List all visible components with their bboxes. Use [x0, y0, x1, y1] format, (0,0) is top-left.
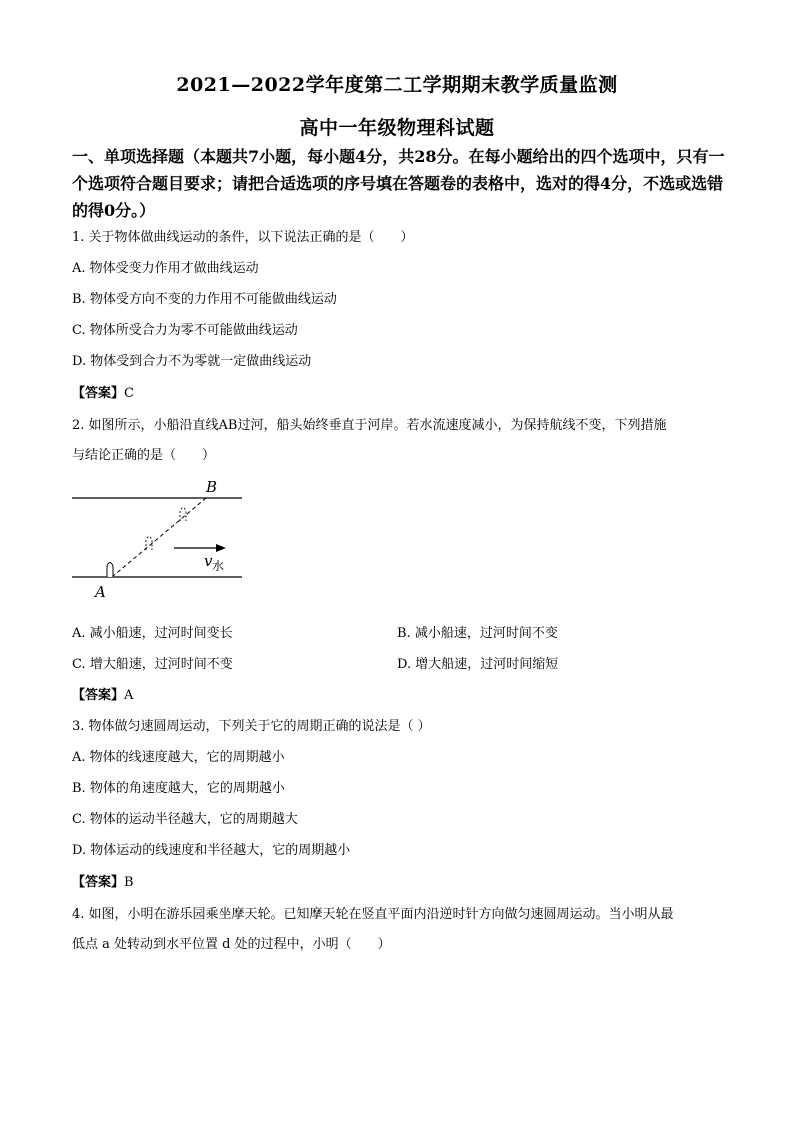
boat-icon: [107, 563, 113, 578]
velocity-arrowhead-icon: [216, 544, 226, 552]
q1-option-c: C. 物体所受合力为零不可能做曲线运动: [72, 323, 298, 338]
q3-stem: 3. 物体做匀速圆周运动，下列关于它的周期正确的说法是（ ）: [72, 719, 431, 734]
label-b: B: [206, 478, 218, 496]
label-a: A: [95, 583, 106, 601]
q3-answer-label: 【答案】: [72, 875, 125, 890]
q4-stem-line2: 低点 a 处转动到水平位置 d 处的过程中，小明（ ）: [72, 937, 391, 952]
section-heading: 一、单项选择题（本题共7小题，每小题4分，共28分。在每小题给出的四个选项中，只有一个选项符合题目要求；请把合适选项的序号填在答题卷的表格中，选对的得4分，不选或选错的得0分。）: [72, 147, 725, 220]
boat-dashed-icon-2: [180, 508, 186, 522]
q4-stem-line1: 4. 如图，小明在游乐园乘坐摩天轮。已知摩天轮在竖直平面内沿逆时针方向做匀速圆周运动。当小明从最: [72, 907, 674, 922]
q3-answer: [72, 871, 134, 890]
q3-answer-value: B: [124, 875, 134, 890]
label-v-subscript: 水: [212, 559, 225, 573]
exam-subtitle: 高中一年级物理科试题: [299, 117, 495, 139]
q3-option-b: B. 物体的角速度越大，它的周期越小: [72, 781, 285, 796]
q1-option-d: D. 物体受到合力不为零就一定做曲线运动: [72, 354, 312, 369]
label-v: v: [204, 552, 213, 570]
q1-option-b: B. 物体受方向不变的力作用不可能做曲线运动: [72, 292, 337, 307]
q2-option-b: B. 减小船速，过河时间不变: [397, 626, 558, 641]
q2-option-a: A. 减小船速，过河时间变长: [72, 626, 233, 641]
exam-title: 2021—2022学年度第二工学期期末教学质量监测: [176, 74, 618, 96]
q1-stem: 1. 关于物体做曲线运动的条件，以下说法正确的是（ ）: [72, 230, 414, 245]
q3-option-c: C. 物体的运动半径越大，它的周期越大: [72, 812, 298, 827]
q2-option-c: C. 增大船速，过河时间不变: [72, 657, 233, 672]
q3-option-d: D. 物体运动的线速度和半径越大，它的周期越小: [72, 843, 351, 858]
q3-option-a: A. 物体的线速度越大，它的周期越小: [72, 750, 285, 765]
q2-answer: [72, 684, 133, 703]
q1-option-a: A. 物体受变力作用才做曲线运动: [72, 261, 259, 276]
q2-option-d: D. 增大船速，过河时间缩短: [397, 657, 559, 672]
q2-answer-label: 【答案】: [72, 688, 125, 703]
q2-answer-value: A: [124, 688, 134, 703]
q1-answer-value: C: [124, 386, 134, 401]
q2-stem-line2: 与结论正确的是（ ）: [72, 448, 216, 463]
q2-stem-line1: 2. 如图所示，小船沿直线AB过河，船头始终垂直于河岸。若水流速度减小，为保持航线不变，下列措施: [72, 418, 667, 433]
path-ab-dashed: [112, 498, 206, 577]
q1-answer-label: 【答案】: [72, 386, 125, 401]
